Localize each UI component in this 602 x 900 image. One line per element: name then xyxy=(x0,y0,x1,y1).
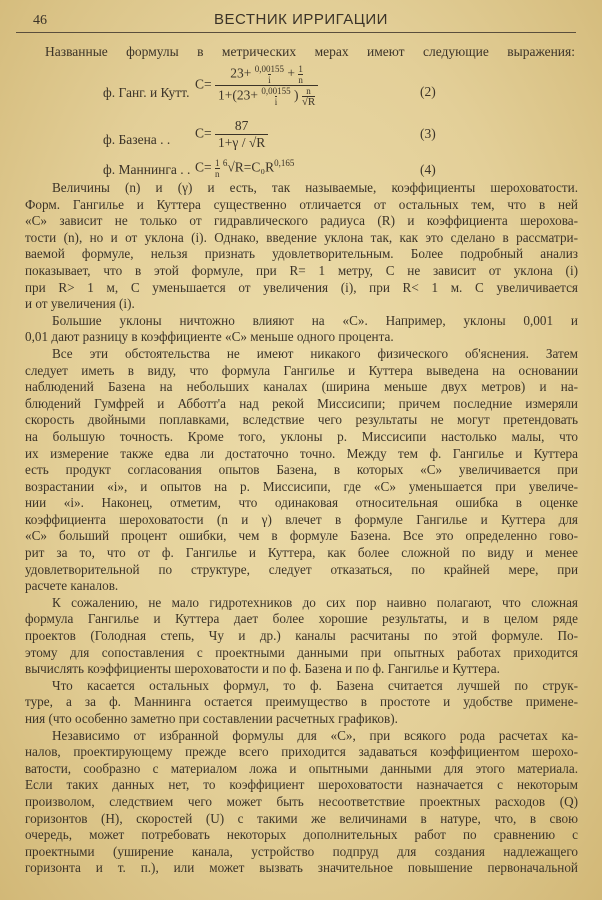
text-line: проектными (уширение канала, устройство подпруд для создания надлежащего xyxy=(25,843,578,859)
term: i xyxy=(268,75,271,85)
paragraph xyxy=(25,678,578,728)
page-number: 46 xyxy=(33,13,47,28)
subfraction xyxy=(298,64,303,85)
equation-number-3: (3) xyxy=(420,126,436,141)
subfraction xyxy=(255,64,284,85)
formula-4-lhs: C= xyxy=(195,159,212,175)
term: n xyxy=(298,75,303,85)
text-line: Что касается остальных формул, то ф. Базена считается лучшей по струк- xyxy=(52,677,578,693)
paragraph xyxy=(25,595,578,678)
text-line: горизонтов (H), скоростей (U) с такими же величинами в натуре, что, в свою xyxy=(25,810,578,826)
formula-4 xyxy=(195,158,294,179)
header-rule xyxy=(16,32,576,33)
paragraph xyxy=(25,346,578,595)
text-line: блюдений Гумфрей и Абботт'а над рекой Миссисипи; причем последние измеряли xyxy=(25,395,578,411)
root-index: 6 xyxy=(222,158,228,169)
text-line: скорость двойными поплавками, вследствие чего результаты не могут претендовать xyxy=(25,412,578,428)
equation-number-2: (2) xyxy=(420,84,436,99)
term: 87 xyxy=(234,118,249,133)
text-line: произволом, следствием чего может быть несоответствие проектных расходов (Q) xyxy=(25,793,578,809)
text-line: тости (n), но и от уклона (i). Однако, введение уклона так, как это сделано в рассматри- xyxy=(25,229,578,245)
term: 0,00155 xyxy=(261,86,291,96)
text-line: наблюдений Базена на небольших каналах (ширина меньше двух метров) и на- xyxy=(25,379,578,395)
term: 1+(23+ xyxy=(218,87,258,103)
formula-3-lhs: C= xyxy=(195,125,212,141)
text-line: показывает, что в этой формуле, при R= 1 метру, С не зависит от уклона (i) xyxy=(25,262,578,278)
text-line: есть продукт согласования опытов Базена, в которых «С» увеличивается при xyxy=(25,462,578,478)
term: n xyxy=(215,169,220,179)
term: 1+γ / √R xyxy=(215,134,268,151)
subfraction xyxy=(302,86,315,107)
subfraction xyxy=(215,158,220,179)
text-line: нии «i». Наконец, отметим, что одинаковая относительная ошибка в оценке xyxy=(25,495,578,511)
term: √R xyxy=(301,96,316,108)
text-line: их измерение также едва ли достаточно точно. Между тем ф. Гангилье и Куттера xyxy=(25,445,578,461)
term: 1 xyxy=(298,64,303,74)
text-line: «С» зависит не только от гидравлического радиуса (R) и коэффициента шерохова- xyxy=(25,213,578,229)
text-line: проектов (Голодная степь, Чу и др.) каналы расчитаны по этой формуле. По- xyxy=(25,628,578,644)
text-line: следует иметь в виду, что формула Гангилье и Куттера выведена на основании xyxy=(25,362,578,378)
term: √R xyxy=(227,159,244,175)
text-line: Большие уклоны ничтожно влияют на «С». Например, уклоны 0,001 и xyxy=(52,312,578,328)
text-line: этому для сопоставления с проектными данными при опытных работах приходится xyxy=(25,644,578,660)
text-line: Величины (n) и (γ) и есть, так называемые, коэффициенты шероховатости. xyxy=(52,180,578,195)
paragraph xyxy=(25,180,578,313)
text-line: туре, а за ф. Маннинга остается преимущество в простоте и удобстве примене- xyxy=(25,694,578,710)
formula-3 xyxy=(195,118,268,151)
formula-2-lhs: C= xyxy=(195,76,212,92)
formula-2-fraction xyxy=(215,64,318,107)
text-line: удовлетворительной по структуре, следует отказаться, по крайней мере, при xyxy=(25,561,578,577)
term: ) xyxy=(293,87,299,103)
intro-text: Названные формулы в метрических мерах имеют следующие выражения: xyxy=(45,44,575,59)
term: 23+ xyxy=(230,65,252,81)
subfraction xyxy=(261,86,290,107)
term: + xyxy=(287,65,296,81)
formula-4-label: ф. Маннинга . . xyxy=(103,162,191,177)
text-line: вычислять коэффициенты шероховатости и по ф. Базена и по ф. Гангилье и Куттера. xyxy=(25,661,500,677)
term: 0,00155 xyxy=(254,64,285,74)
term: i xyxy=(274,97,278,107)
text-line: формула Гангилье и Куттера дает более хорошие результаты, и в целом ряде xyxy=(25,611,578,627)
text-line: и от увеличения (i). xyxy=(25,296,135,312)
formula-3-fraction xyxy=(215,118,268,151)
text-line: К сожалению, не мало гидротехников до сих пор наивно полагают, что сложная xyxy=(52,594,578,610)
term: =C₀R xyxy=(243,159,275,175)
text-line: Форм. Гангилье и Куттера существенно отличается от остальных тем, что в ней xyxy=(25,196,578,212)
paragraph xyxy=(25,313,578,346)
term: 1 xyxy=(215,158,220,168)
equation-number-4: (4) xyxy=(420,162,436,177)
exponent: 0,165 xyxy=(274,158,295,169)
text-line: очередь, может потребовать некоторых дополнительных работ по сравнению с xyxy=(25,827,578,843)
body-text xyxy=(25,180,578,877)
text-line: налов, проектирующему прежде всего приходится задаваться коэффициентом шерохо- xyxy=(25,744,578,760)
term: n xyxy=(306,86,311,96)
formula-2-label: ф. Ганг. и Кутт. xyxy=(103,85,190,100)
formula-2 xyxy=(195,64,318,107)
text-line: ваемой формуле, нельзя признать удовлетворительным. Более подробный анализ xyxy=(25,246,578,262)
text-line: коэффициента шероховатости (n и γ) влечет в формуле Гангилье и Куттера для xyxy=(25,511,578,527)
text-line: ния (что особенно заметно при составлении расчетных графиков). xyxy=(25,711,398,726)
text-line: рит за то, что от ф. Гангилье и Куттера, как более сложной по виду и менее xyxy=(25,545,578,561)
paragraph xyxy=(25,728,578,877)
text-line: при R> 1 м, С уменьшается от увеличения (i), при R< 1 м. С увеличивается xyxy=(25,279,578,295)
text-line: Если таких данных нет, то коэффициент шероховатости назначается с некоторым xyxy=(25,777,578,793)
text-line: на большую точность. Кроме того, уклоны р. Миссисипи настолько малы, что xyxy=(25,428,578,444)
text-line: возрастании «i», и опытов на р. Миссисипи, где «С» уменьшается при увеличе- xyxy=(25,478,578,494)
text-line: 0,01 дают разницу в коэффициенте «С» меньше одного процента. xyxy=(25,329,394,345)
text-line: горизонта и т. п.), или может вызвать значительное повышение первоначальной xyxy=(25,860,578,876)
formula-3-label: ф. Базена . . xyxy=(103,132,171,147)
text-line: Все эти обстоятельства не имеют никакого физического об'яснения. Затем xyxy=(52,345,578,361)
text-line: «С» больший процент ошибки, чем в формуле Базена. Все это определенно гово- xyxy=(25,528,578,544)
journal-title: ВЕСТНИК ИРРИГАЦИИ xyxy=(214,11,388,28)
text-line: Независимо от избранной формулы для «С», при всякого рода расчетах ка- xyxy=(52,727,578,743)
text-line: расчете каналов. xyxy=(25,578,119,594)
text-line: ватости, сообразно с материалом ложа и опытными данными для этого материала. xyxy=(25,760,578,776)
